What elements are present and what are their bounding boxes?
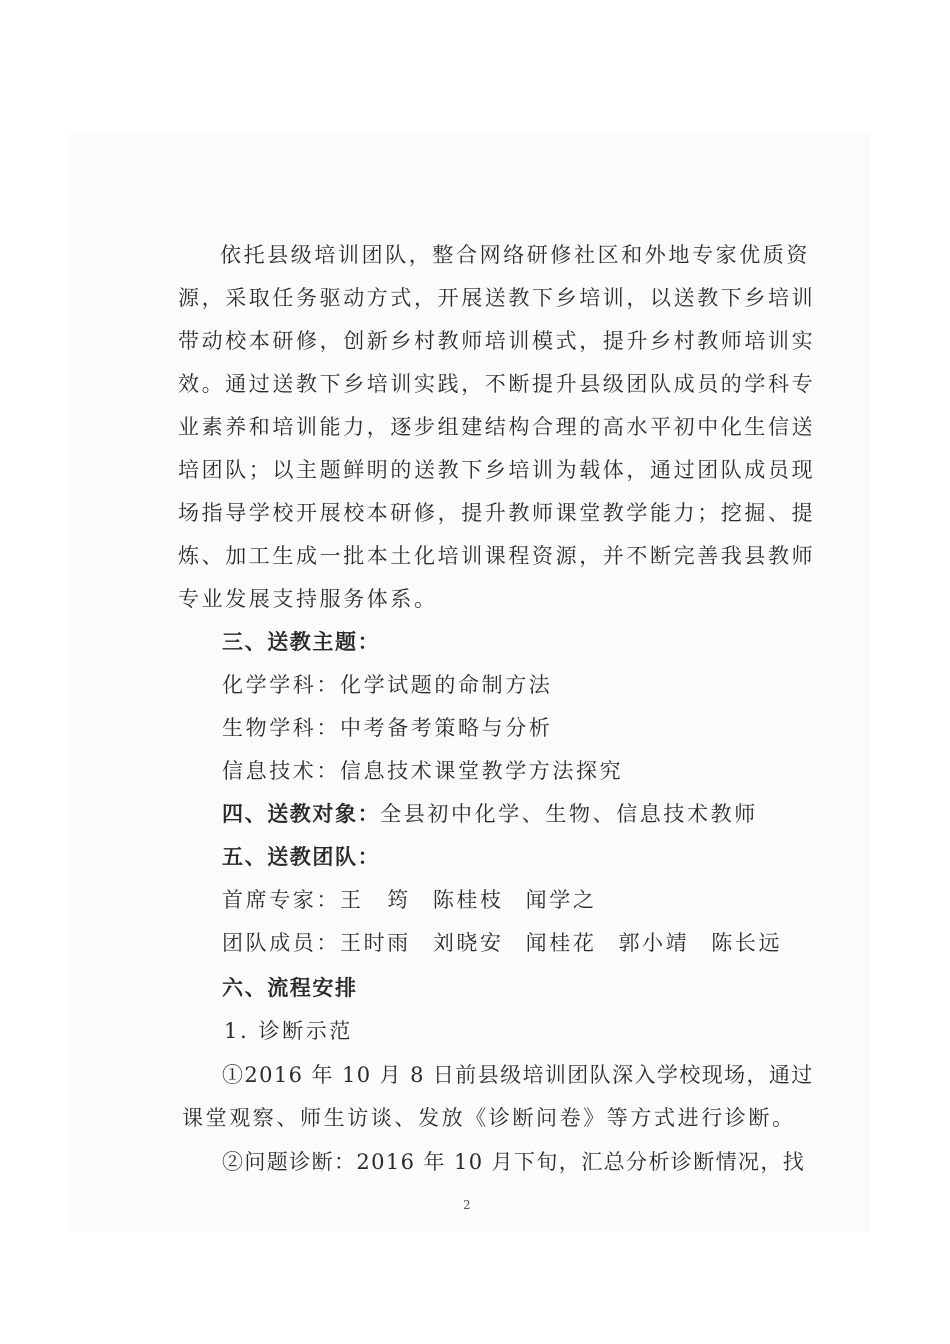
- body-text-line: 业素养和培训能力，逐步组建结构合理的高水平初中化生信送: [178, 415, 816, 439]
- audience-text: 全县初中化学、生物、信息技术教师: [380, 802, 758, 826]
- chief-experts-line: [222, 886, 596, 914]
- body-text-line: 效。通过送教下乡培训实践，不断提升县级团队成员的学科专: [178, 372, 816, 396]
- chief-name: 闻学之: [525, 888, 597, 912]
- body-text-line: 培团队；以主题鲜明的送教下乡培训为载体，通过团队成员现: [178, 458, 816, 482]
- subheading-diagnosis: 1. 诊断示范: [224, 1019, 353, 1043]
- body-text-line: 课堂观察、师生访谈、发放《诊断问卷》等方式进行诊断。: [182, 1106, 796, 1130]
- member-name: 闻桂花: [525, 931, 597, 955]
- body-text-line: ②问题诊断：2016 年 10 月下旬，汇总分析诊断情况，找: [222, 1150, 806, 1174]
- members-label: 团队成员：: [222, 931, 340, 955]
- member-name: 刘晓安: [432, 931, 504, 955]
- chief-name: 王 筠: [340, 888, 411, 912]
- body-text-line: 场指导学校开展校本研修，提升教师课堂教学能力；挖掘、提: [178, 501, 816, 525]
- chief-name: 陈桂枝: [432, 888, 504, 912]
- section-heading-topic: 三、送教主题：: [222, 630, 381, 654]
- topic-chemistry: 化学学科：化学试题的命制方法: [222, 673, 553, 697]
- section-heading-process: 六、流程安排: [222, 976, 358, 1000]
- team-members-line: [222, 929, 782, 957]
- body-text-line: 炼、加工生成一批本土化培训课程资源，并不断完善我县教师: [178, 544, 816, 568]
- topic-biology: 生物学科：中考备考策略与分析: [222, 716, 553, 740]
- body-text-line: ①2016 年 10 月 8 日前县级培训团队深入学校现场，通过: [222, 1063, 814, 1087]
- topic-it: 信息技术：信息技术课堂教学方法探究: [222, 759, 624, 783]
- chief-label: 首席专家：: [222, 888, 340, 912]
- body-text-line: 源，采取任务驱动方式，开展送教下乡培训，以送教下乡培训: [178, 286, 816, 310]
- member-name: 郭小靖: [618, 931, 690, 955]
- body-text-line: 依托县级培训团队，整合网络研修社区和外地专家优质资: [220, 243, 810, 267]
- section-heading-team: 五、送教团队：: [222, 845, 381, 869]
- member-name: 陈长远: [711, 931, 783, 955]
- section-audience: [222, 800, 758, 828]
- member-name: 王时雨: [340, 931, 411, 955]
- body-text-line: 专业发展支持服务体系。: [178, 587, 438, 611]
- body-text-line: 带动校本研修，创新乡村教师培训模式，提升乡村教师培训实: [178, 329, 816, 353]
- page-number: 2: [463, 1198, 471, 1212]
- section-heading-audience: 四、送教对象：: [222, 802, 381, 826]
